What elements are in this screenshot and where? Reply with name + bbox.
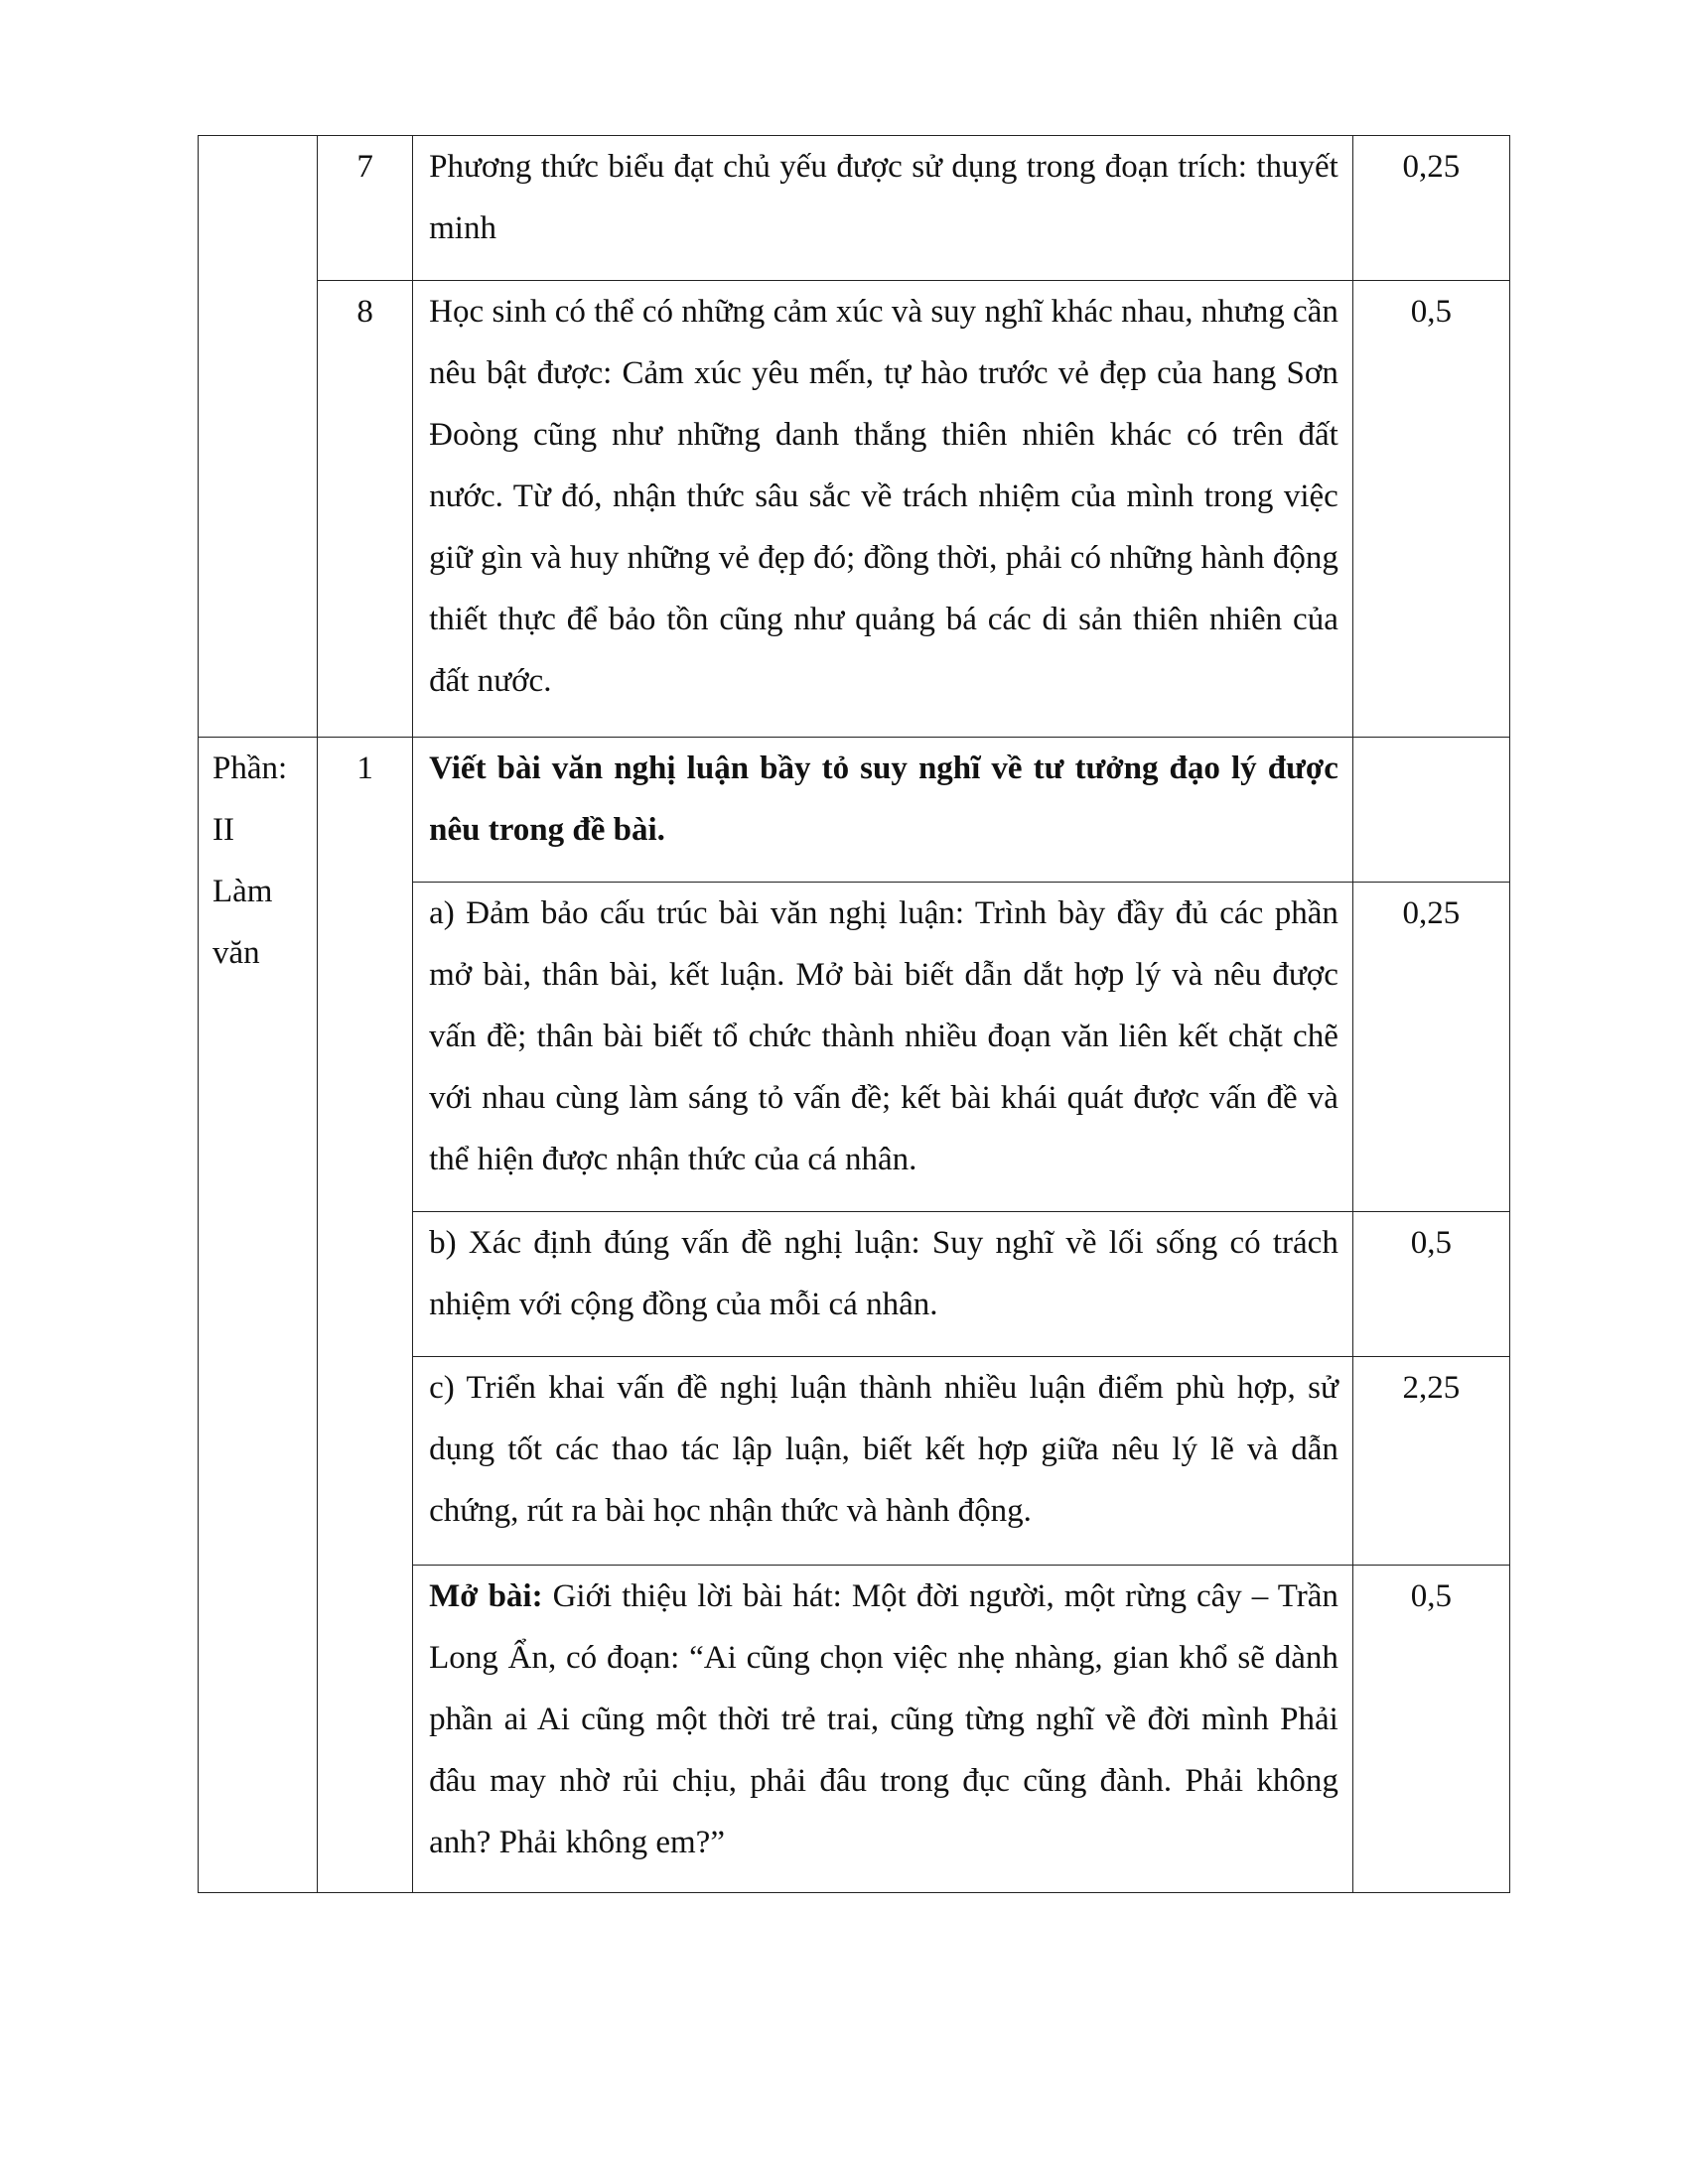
question-number: 7	[356, 149, 373, 185]
part-label	[199, 738, 317, 984]
table-row	[199, 738, 1510, 883]
score-value: 0,5	[1410, 1578, 1453, 1614]
part-label-line: văn	[212, 935, 260, 971]
heading-cell	[413, 738, 1353, 883]
question-number-cell	[318, 281, 413, 738]
question-number-cell	[318, 738, 413, 1893]
part-label-line: Làm	[212, 874, 273, 909]
answer-content: Học sinh có thể có những cảm xúc và suy nghĩ khác nhau, nhưng cần nêu bật được: Cảm xúc yêu mến, tự hào trước vẻ đẹp của hang Sơn Đoòng cũng như những danh thắng thiên nhiên khác có trên đất nước. Từ đó, nhận thức sâu sắc về trách nhiệm của mình trong việc giữ gìn và huy những vẻ đẹp đó; đồng thời, phải có những hành động thiết thực để bảo tồn cũng như quảng bá các di sản thiên nhiên của đất nước.	[429, 294, 1338, 699]
criterion-content: b) Xác định đúng vấn đề nghị luận: Suy nghĩ về lối sống có trách nhiệm với cộng đồng của mỗi cá nhân.	[429, 1225, 1338, 1322]
criterion-cell	[413, 883, 1353, 1212]
part-cell-empty	[199, 136, 318, 738]
question-number: 1	[356, 751, 373, 786]
answer-content-cell	[413, 136, 1353, 281]
intro-cell	[413, 1566, 1353, 1893]
score-value: 0,5	[1410, 1225, 1453, 1261]
intro-text: Giới thiệu lời bài hát: Một đời người, một rừng cây – Trần Long Ẩn, có đoạn: “Ai cũng chọn việc nhẹ nhàng, gian khổ sẽ dành phần ai Ai cũng một thời trẻ trai, cũng từng nghĩ về đời mình Phải đâu may nhờ rủi chịu, phải đâu trong đục cũng đành. Phải không anh? Phải không em?”	[429, 1578, 1338, 1860]
score-cell	[1352, 136, 1509, 281]
question-number: 8	[356, 294, 373, 330]
answer-content: Phương thức biểu đạt chủ yếu được sử dụng trong đoạn trích: thuyết minh	[429, 149, 1338, 246]
score-cell	[1352, 883, 1509, 1212]
question-number-cell	[318, 136, 413, 281]
score-value: 0,5	[1410, 294, 1453, 330]
score-value: 2,25	[1402, 1370, 1461, 1406]
score-cell	[1352, 281, 1509, 738]
score-value: 0,25	[1402, 895, 1461, 931]
criterion-content: a) Đảm bảo cấu trúc bài văn nghị luận: Trình bày đầy đủ các phần mở bài, thân bài, kết luận. Mở bài biết dẫn dắt hợp lý và nêu được vấn đề; thân bài biết tổ chức thành nhiều đoạn văn liên kết chặt chẽ với nhau cùng làm sáng tỏ vấn đề; kết bài khái quát được vấn đề và thể hiện được nhận thức của cá nhân.	[429, 895, 1338, 1177]
score-value: 0,25	[1402, 149, 1461, 185]
part-label-line: Phần:	[212, 751, 288, 786]
criterion-cell	[413, 1357, 1353, 1566]
intro-label: Mở bài:	[429, 1578, 543, 1614]
score-cell	[1352, 738, 1509, 883]
score-cell	[1352, 1566, 1509, 1893]
part-label-cell	[199, 738, 318, 1893]
answer-key-table	[198, 135, 1510, 1893]
score-cell	[1352, 1357, 1509, 1566]
table-row	[199, 136, 1510, 281]
intro-content	[413, 1566, 1352, 1873]
criterion-content: c) Triển khai vấn đề nghị luận thành nhiều luận điểm phù hợp, sử dụng tốt các thao tác lập luận, biết kết hợp giữa nêu lý lẽ và dẫn chứng, rút ra bài học nhận thức và hành động.	[429, 1370, 1338, 1529]
part-label-line: II	[212, 812, 234, 848]
score-cell	[1352, 1212, 1509, 1357]
answer-content-cell	[413, 281, 1353, 738]
essay-heading: Viết bài văn nghị luận bầy tỏ suy nghĩ về tư tưởng đạo lý được nêu trong đề bài.	[429, 751, 1338, 848]
table-row	[199, 281, 1510, 738]
criterion-cell	[413, 1212, 1353, 1357]
